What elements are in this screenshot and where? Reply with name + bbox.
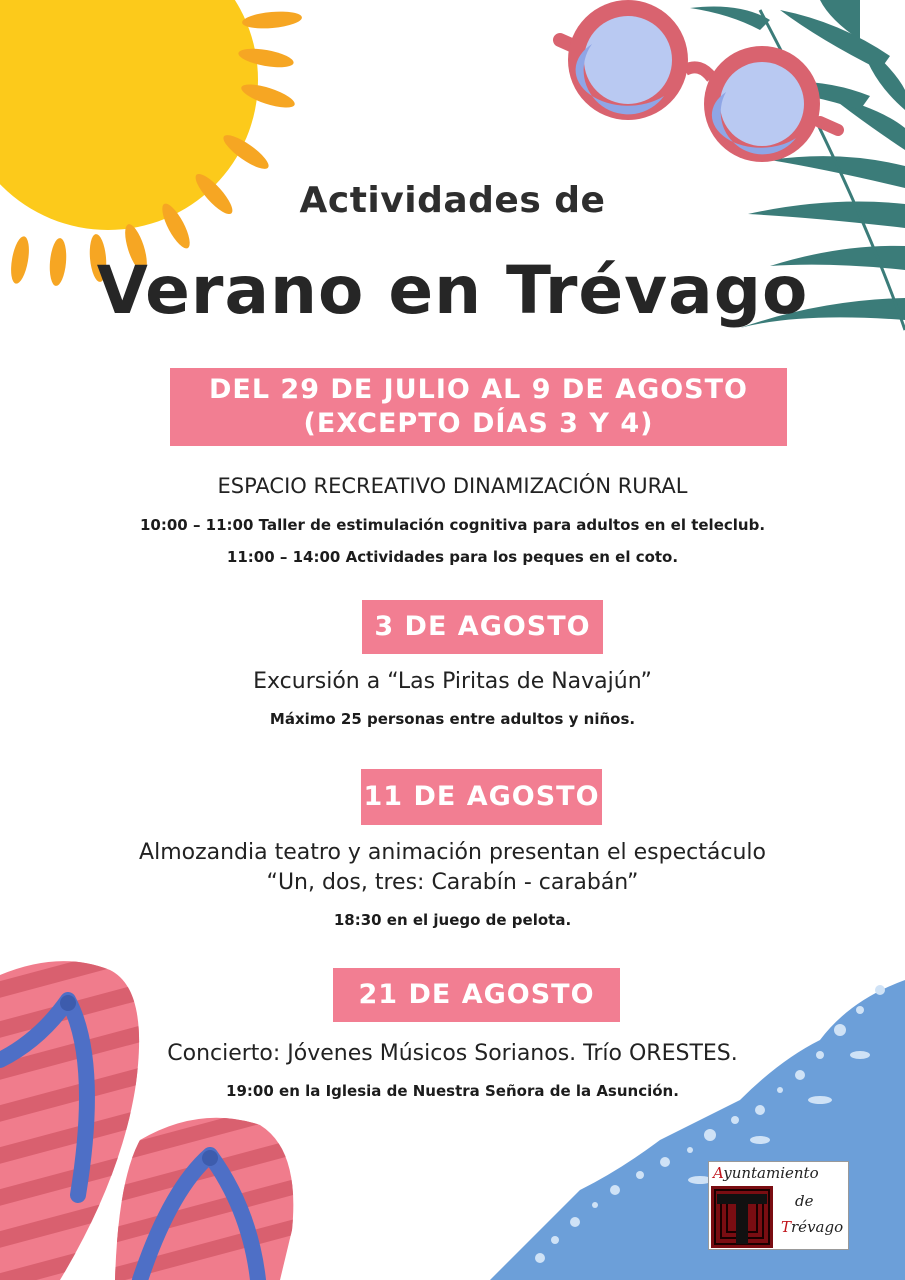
- section-4-detail: 19:00 en la Iglesia de Nuestra Señora de la Asunción.: [226, 1082, 679, 1100]
- logo-line-1-initial: A: [713, 1164, 724, 1182]
- title-line-1: Actividades de: [299, 180, 606, 221]
- date-banner-2: 3 DE AGOSTO: [362, 600, 603, 654]
- date-banner-3: 11 DE AGOSTO: [361, 769, 602, 825]
- logo-line-2: de: [795, 1192, 814, 1210]
- date-banner-1-line-2: (EXCEPTO DÍAS 3 Y 4): [303, 408, 654, 439]
- town-crest-icon: [711, 1186, 773, 1248]
- logo-line-1-rest: yuntamiento: [723, 1164, 819, 1182]
- logo-line-3-rest: révago: [791, 1218, 844, 1236]
- section-1-detail-1: 10:00 – 11:00 Taller de estimulación cognitiva para adultos en el teleclub.: [139, 516, 766, 534]
- section-4-heading: Concierto: Jóvenes Músicos Sorianos. Trío ORESTES.: [167, 1041, 738, 1066]
- logo-line-3-initial: T: [781, 1218, 792, 1236]
- logo-line-3: [781, 1218, 843, 1236]
- section-2-heading: Excursión a “Las Piritas de Navajún”: [253, 669, 652, 694]
- section-1-detail-2: 11:00 – 14:00 Actividades para los peques en el coto.: [226, 548, 679, 566]
- section-2-detail: Máximo 25 personas entre adultos y niños.: [269, 710, 636, 728]
- logo-line-1: [713, 1164, 819, 1182]
- date-banner-4: 21 DE AGOSTO: [333, 968, 620, 1022]
- section-1-heading: ESPACIO RECREATIVO DINAMIZACIÓN RURAL: [217, 474, 688, 498]
- page-title: Verano en Trévago: [96, 252, 809, 329]
- date-banner-1-line-1: DEL 29 DE JULIO AL 9 DE AGOSTO: [208, 374, 749, 405]
- date-banner-1: [170, 368, 787, 446]
- section-3-heading-line-1: Almozandia teatro y animación presentan el espectáculo: [139, 840, 766, 865]
- town-hall-logo: [708, 1161, 849, 1250]
- section-3-detail: 18:30 en el juego de pelota.: [333, 911, 572, 929]
- section-3-heading-line-2: “Un, dos, tres: Carabín - carabán”: [266, 870, 639, 895]
